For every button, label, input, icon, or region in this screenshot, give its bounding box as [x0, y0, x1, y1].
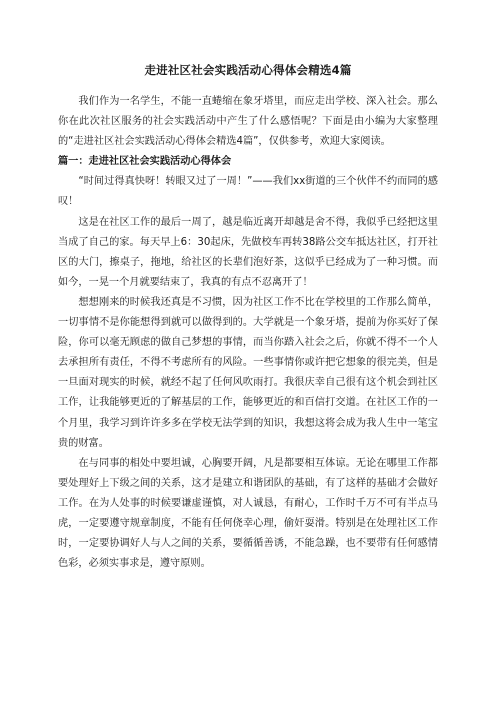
document-title: 走进社区社会实践活动心得体会精选4篇: [144, 63, 352, 77]
intro-paragraph: 我们作为一名学生，不能一直蜷缩在象牙塔里，而应走出学校、深入社会。那么你在此次社区服务的社会实践活动中产生了什么感悟呢？下面是由小编为大家整理的“走进社区社会实践活动心得体会精选4篇”，仅供参考，欢迎大家阅读。: [58, 96, 438, 148]
section-heading: 篇一：走进社区社会实践活动心得体会: [58, 156, 232, 168]
body-paragraph: “时间过得真快呀！转眼又过了一周！”——我们xx街道的三个伙伴不约而同的感叹！: [58, 176, 438, 208]
document-page: [58, 62, 438, 574]
body-paragraph: 在与同事的相处中要坦诚，心胸要开阔，凡是都要相互体谅。无论在哪里工作都要处理好上下级之间的关系，这才是建立和谐团队的基础，有了这样的基础才会做好工作。在为人处事的时候要谦虚谨慎，对人诚恳，有耐心，工作时千万不可有半点马虎，一定要遵守规章制度，不能有任何侥幸心理，偷奸耍滑。特别是在处理社区工作时，一定要协调好人与人之间的关系，要循循善诱，不能急躁，也不要带有任何感情色彩，必须实事求是，遵守原则。: [58, 457, 438, 570]
body-paragraph: 这是在社区工作的最后一周了，越是临近离开却越是舍不得，我似乎已经把这里当成了自己的家。每天早上6：30起床，先做校车再转38路公交车抵达社区，打开社区的大门，擦桌子，拖地，给社区的长辈们泡好茶，这似乎已经成为了一种习惯。而如今，一晃一个月就要结束了，我真的有点不忍离开了！: [58, 216, 438, 288]
body-paragraph: 想想刚来的时候我还真是不习惯，因为社区工作不比在学校里的工作那么简单，一切事情不是你能想得到就可以做得到的。大学就是一个象牙塔，提前为你买好了保险，你可以毫无顾虑的做自己梦想的事情，而当你踏入社会之后，你就不得不一个人去承担所有责任，不得不考虑所有的风险。一些事情你或许把它想象的很完美，但是一旦面对现实的时候，就经不起了任何风吹雨打。我很庆幸自己很有这个机会到社区工作，让我能够更近的了解基层的工作，能够更近的和百信打交道。在社区工作的一个月里，我学习到许许多多在学校无法学到的知识，我想这将会成为我人生中一笔宝贵的财富。: [58, 296, 438, 449]
